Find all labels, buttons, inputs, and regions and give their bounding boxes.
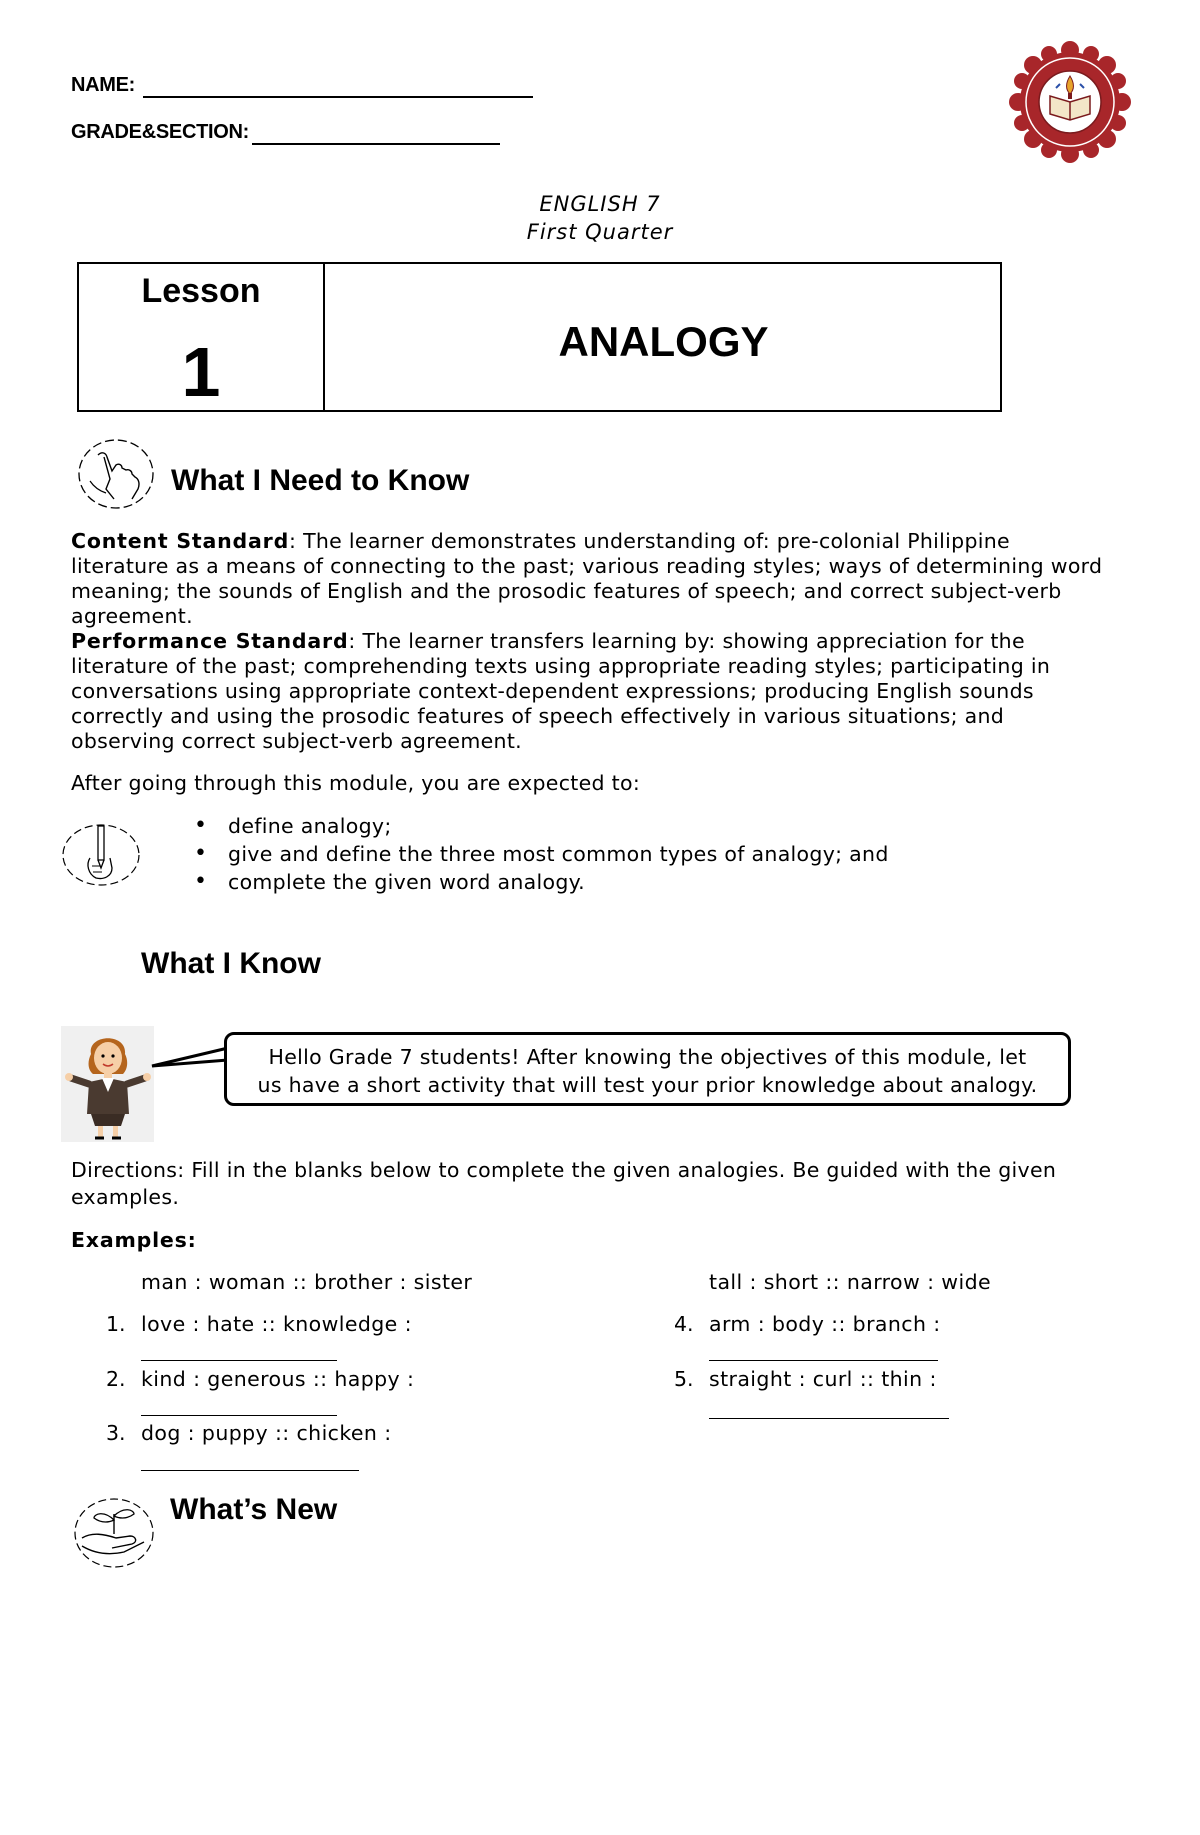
whats-new-heading: What’s New — [170, 1493, 338, 1526]
bubble-line: Hello Grade 7 students! After knowing the objectives of this module, let — [268, 1045, 1027, 1069]
performance-standard-line: conversations using appropriate context-dependent expressions; producing English sounds — [71, 679, 1034, 703]
content-standard-line: literature as a means of connecting to the past; various reading styles; ways of determining word — [71, 554, 1103, 578]
analogy-item-2: kind : generous :: happy : — [141, 1367, 415, 1391]
quarter-title: First Quarter — [526, 220, 674, 244]
grade-section-field-line[interactable] — [252, 143, 500, 145]
objectives-intro: After going through this module, you are expected to: — [71, 771, 641, 795]
directions-line: Directions: Fill in the blanks below to complete the given analogies. Be guided with the given — [71, 1158, 1057, 1182]
speech-bubble-tail — [150, 1042, 230, 1076]
lesson-word: Lesson — [141, 272, 261, 310]
grade-section-label: GRADE&SECTION: — [71, 121, 250, 143]
answer-blank-2[interactable] — [141, 1415, 337, 1416]
content-standard-line: meaning; the sounds of English and the prosodic features of speech; and correct subject-verb — [71, 579, 1062, 603]
analogy-item-4: arm : body :: branch : — [709, 1312, 941, 1336]
subject-title: ENGLISH 7 — [539, 192, 661, 216]
item-number: 1. — [106, 1312, 126, 1336]
content-standard-line: : The learner demonstrates understanding of: pre-colonial Philippine — [289, 529, 1010, 553]
analogy-item-3: dog : puppy :: chicken : — [141, 1421, 392, 1445]
bubble-line: us have a short activity that will test your prior knowledge about analogy. — [257, 1073, 1038, 1097]
name-label: NAME: — [71, 74, 136, 96]
examples-label: Examples: — [71, 1228, 197, 1252]
seedling-hand-icon — [72, 1496, 156, 1570]
performance-standard-line: correctly and using the prosodic features of speech effectively in various situations; and — [71, 704, 1005, 728]
performance-standard-line: : The learner transfers learning by: showing appreciation for the — [348, 629, 1025, 653]
item-number: 5. — [674, 1367, 694, 1391]
pencil-hand-icon — [60, 822, 142, 888]
speech-bubble — [224, 1032, 1071, 1106]
standards-text — [71, 529, 1141, 754]
objectives-list — [190, 812, 889, 896]
example-left: man : woman :: brother : sister — [141, 1270, 473, 1294]
teacher-avatar — [61, 1026, 154, 1142]
answer-blank-3[interactable] — [141, 1470, 359, 1471]
content-standard-line: agreement. — [71, 604, 193, 628]
name-field-line[interactable] — [143, 96, 533, 98]
lesson-box — [77, 262, 1002, 412]
school-seal-logo — [1008, 40, 1132, 164]
item-number: 2. — [106, 1367, 126, 1391]
answer-blank-1[interactable] — [141, 1360, 337, 1361]
objective-item: • complete the given word analogy. — [190, 868, 889, 896]
hand-pointing-icon — [76, 437, 156, 511]
lesson-title: ANALOGY — [558, 318, 769, 365]
answer-blank-5[interactable] — [709, 1418, 949, 1419]
performance-standard-line: literature of the past; comprehending texts using appropriate reading styles; participating in — [71, 654, 1051, 678]
analogy-item-5: straight : curl :: thin : — [709, 1367, 937, 1391]
what-i-need-to-know-heading: What I Need to Know — [171, 464, 470, 497]
analogy-item-1: love : hate :: knowledge : — [141, 1312, 412, 1336]
example-right: tall : short :: narrow : wide — [709, 1270, 991, 1294]
item-number: 3. — [106, 1421, 126, 1445]
directions-line: examples. — [71, 1185, 180, 1209]
lesson-number: 1 — [181, 333, 221, 411]
what-i-know-heading: What I Know — [141, 947, 321, 980]
objective-item: • define analogy; — [190, 812, 889, 840]
objective-item: • give and define the three most common types of analogy; and — [190, 840, 889, 868]
performance-standard-line: observing correct subject-verb agreement. — [71, 729, 522, 753]
content-standard-label: Content Standard — [71, 529, 290, 553]
performance-standard-label: Performance Standard — [71, 629, 349, 653]
answer-blank-4[interactable] — [709, 1360, 938, 1361]
directions-text — [71, 1157, 1141, 1211]
item-number: 4. — [674, 1312, 694, 1336]
